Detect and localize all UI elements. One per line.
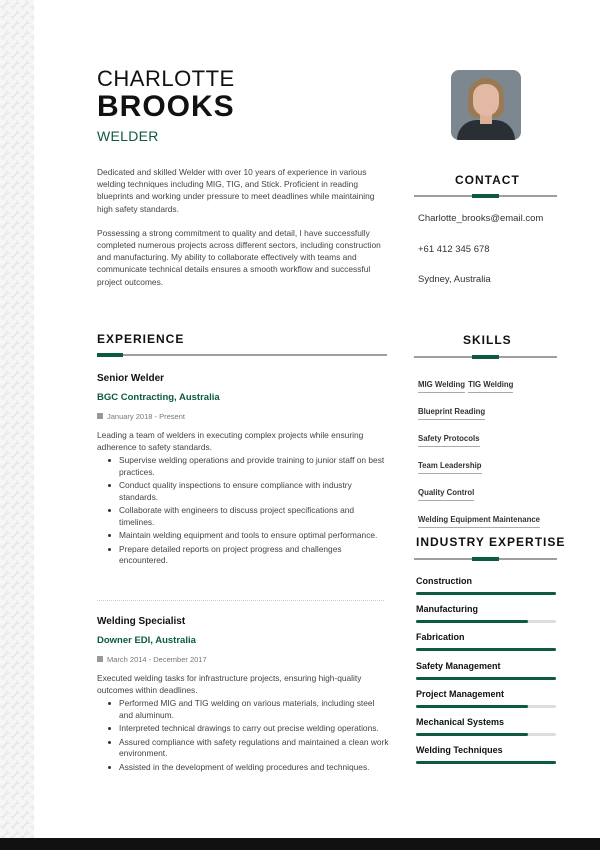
expertise-name: Fabrication bbox=[416, 632, 465, 643]
expertise-item bbox=[416, 576, 556, 604]
summary bbox=[97, 166, 389, 300]
skill-tag: TIG Welding bbox=[468, 380, 513, 393]
job-dates-text: January 2018 - Present bbox=[107, 412, 185, 421]
job-bullets bbox=[97, 455, 389, 567]
job-bullet: Performed MIG and TIG welding on various materials, including steel and aluminum. bbox=[97, 698, 389, 721]
job-company: Downer EDI, Australia bbox=[97, 635, 196, 646]
calendar-icon bbox=[97, 413, 103, 419]
skill-tag: MIG Welding bbox=[418, 380, 465, 393]
contact-email[interactable]: Charlotte_brooks@email.com bbox=[418, 213, 544, 224]
job-role: Senior Welder bbox=[97, 373, 165, 384]
expertise-item bbox=[416, 661, 556, 689]
expertise-name: Safety Management bbox=[416, 660, 501, 671]
entry-divider bbox=[97, 600, 384, 601]
expertise-rule bbox=[414, 558, 557, 560]
expertise-item bbox=[416, 632, 556, 660]
skill-tag: Safety Protocols bbox=[418, 434, 480, 447]
skill-tag: Team Leadership bbox=[418, 461, 482, 474]
expertise-bar bbox=[416, 677, 556, 680]
skill-tag: Quality Control bbox=[418, 488, 474, 501]
experience-entry bbox=[97, 616, 389, 775]
expertise-bar bbox=[416, 705, 556, 708]
contact-location: Sydney, Australia bbox=[418, 274, 491, 285]
job-dates bbox=[97, 412, 389, 421]
summary-paragraph: Possessing a strong commitment to quality and detail, I have successfully completed numerous projects across different sectors, including construction and manufacturing. My ability to collaborate effectively with teams and communicate technical details ensures a smooth workflow and successful project outcomes. bbox=[97, 227, 381, 287]
last-name: BROOKS bbox=[97, 90, 235, 123]
contact-phone[interactable]: +61 412 345 678 bbox=[418, 244, 490, 255]
resume-page bbox=[34, 0, 600, 838]
expertise-bar bbox=[416, 761, 556, 764]
job-dates-text: March 2014 - December 2017 bbox=[107, 655, 207, 664]
expertise-item bbox=[416, 717, 556, 745]
job-description: Executed welding tasks for infrastructure projects, ensuring high-quality outcomes within deadlines. bbox=[97, 673, 362, 695]
job-bullet: Assured compliance with safety regulations and maintained a clean work environment. bbox=[97, 737, 389, 760]
skills-heading: SKILLS bbox=[463, 333, 512, 347]
job-description: Leading a team of welders in executing complex projects while ensuring adherence to safety standards. bbox=[97, 430, 364, 452]
job-dates bbox=[97, 655, 389, 664]
job-bullet: Interpreted technical drawings to carry out precise welding operations. bbox=[97, 723, 389, 735]
decorative-pattern-strip bbox=[0, 0, 34, 838]
expertise-heading: INDUSTRY EXPERTISE bbox=[416, 535, 566, 549]
experience-rule bbox=[97, 354, 387, 356]
job-bullet: Assisted in the development of welding procedures and techniques. bbox=[97, 762, 389, 774]
job-bullet: Maintain welding equipment and tools to ensure optimal performance. bbox=[97, 530, 389, 542]
job-bullet: Supervise welding operations and provide training to junior staff on best practices. bbox=[97, 455, 389, 478]
expertise-item bbox=[416, 689, 556, 717]
expertise-name: Manufacturing bbox=[416, 604, 478, 615]
job-title: WELDER bbox=[97, 128, 159, 144]
job-bullet: Prepare detailed reports on project progress and challenges encountered. bbox=[97, 544, 389, 567]
expertise-bar bbox=[416, 648, 556, 651]
expertise-item bbox=[416, 604, 556, 632]
skill-tag: Welding Equipment Maintenance bbox=[418, 515, 540, 528]
job-bullet: Collaborate with engineers to discuss project specifications and timelines. bbox=[97, 505, 389, 528]
job-role: Welding Specialist bbox=[97, 616, 186, 627]
summary-paragraph: Dedicated and skilled Welder with over 10 years of experience in various welding techniques including MIG, TIG, and Stick. Proficient in reading blueprints and working under pressure to meet deadlines while maintaining high safety standards. bbox=[97, 167, 375, 214]
expertise-name: Mechanical Systems bbox=[416, 716, 505, 727]
expertise-name: Welding Techniques bbox=[416, 745, 503, 756]
expertise-name: Project Management bbox=[416, 688, 505, 699]
skills-list bbox=[418, 374, 568, 536]
experience-entry bbox=[97, 373, 389, 569]
footer-bar bbox=[0, 838, 600, 850]
expertise-bar bbox=[416, 620, 556, 623]
calendar-icon bbox=[97, 656, 103, 662]
expertise-bar bbox=[416, 733, 556, 736]
skill-tag: Blueprint Reading bbox=[418, 407, 485, 420]
contact-heading: CONTACT bbox=[455, 173, 520, 187]
profile-photo bbox=[451, 70, 521, 140]
job-company: BGC Contracting, Australia bbox=[97, 392, 220, 403]
job-bullet: Conduct quality inspections to ensure compliance with industry standards. bbox=[97, 480, 389, 503]
skills-rule bbox=[414, 356, 557, 358]
first-name: CHARLOTTE bbox=[97, 66, 235, 91]
expertise-item bbox=[416, 745, 556, 773]
expertise-bar bbox=[416, 592, 556, 595]
expertise-list bbox=[416, 576, 556, 773]
job-bullets bbox=[97, 698, 389, 773]
contact-rule bbox=[414, 195, 557, 197]
experience-heading: EXPERIENCE bbox=[97, 332, 185, 346]
expertise-name: Construction bbox=[416, 576, 472, 586]
